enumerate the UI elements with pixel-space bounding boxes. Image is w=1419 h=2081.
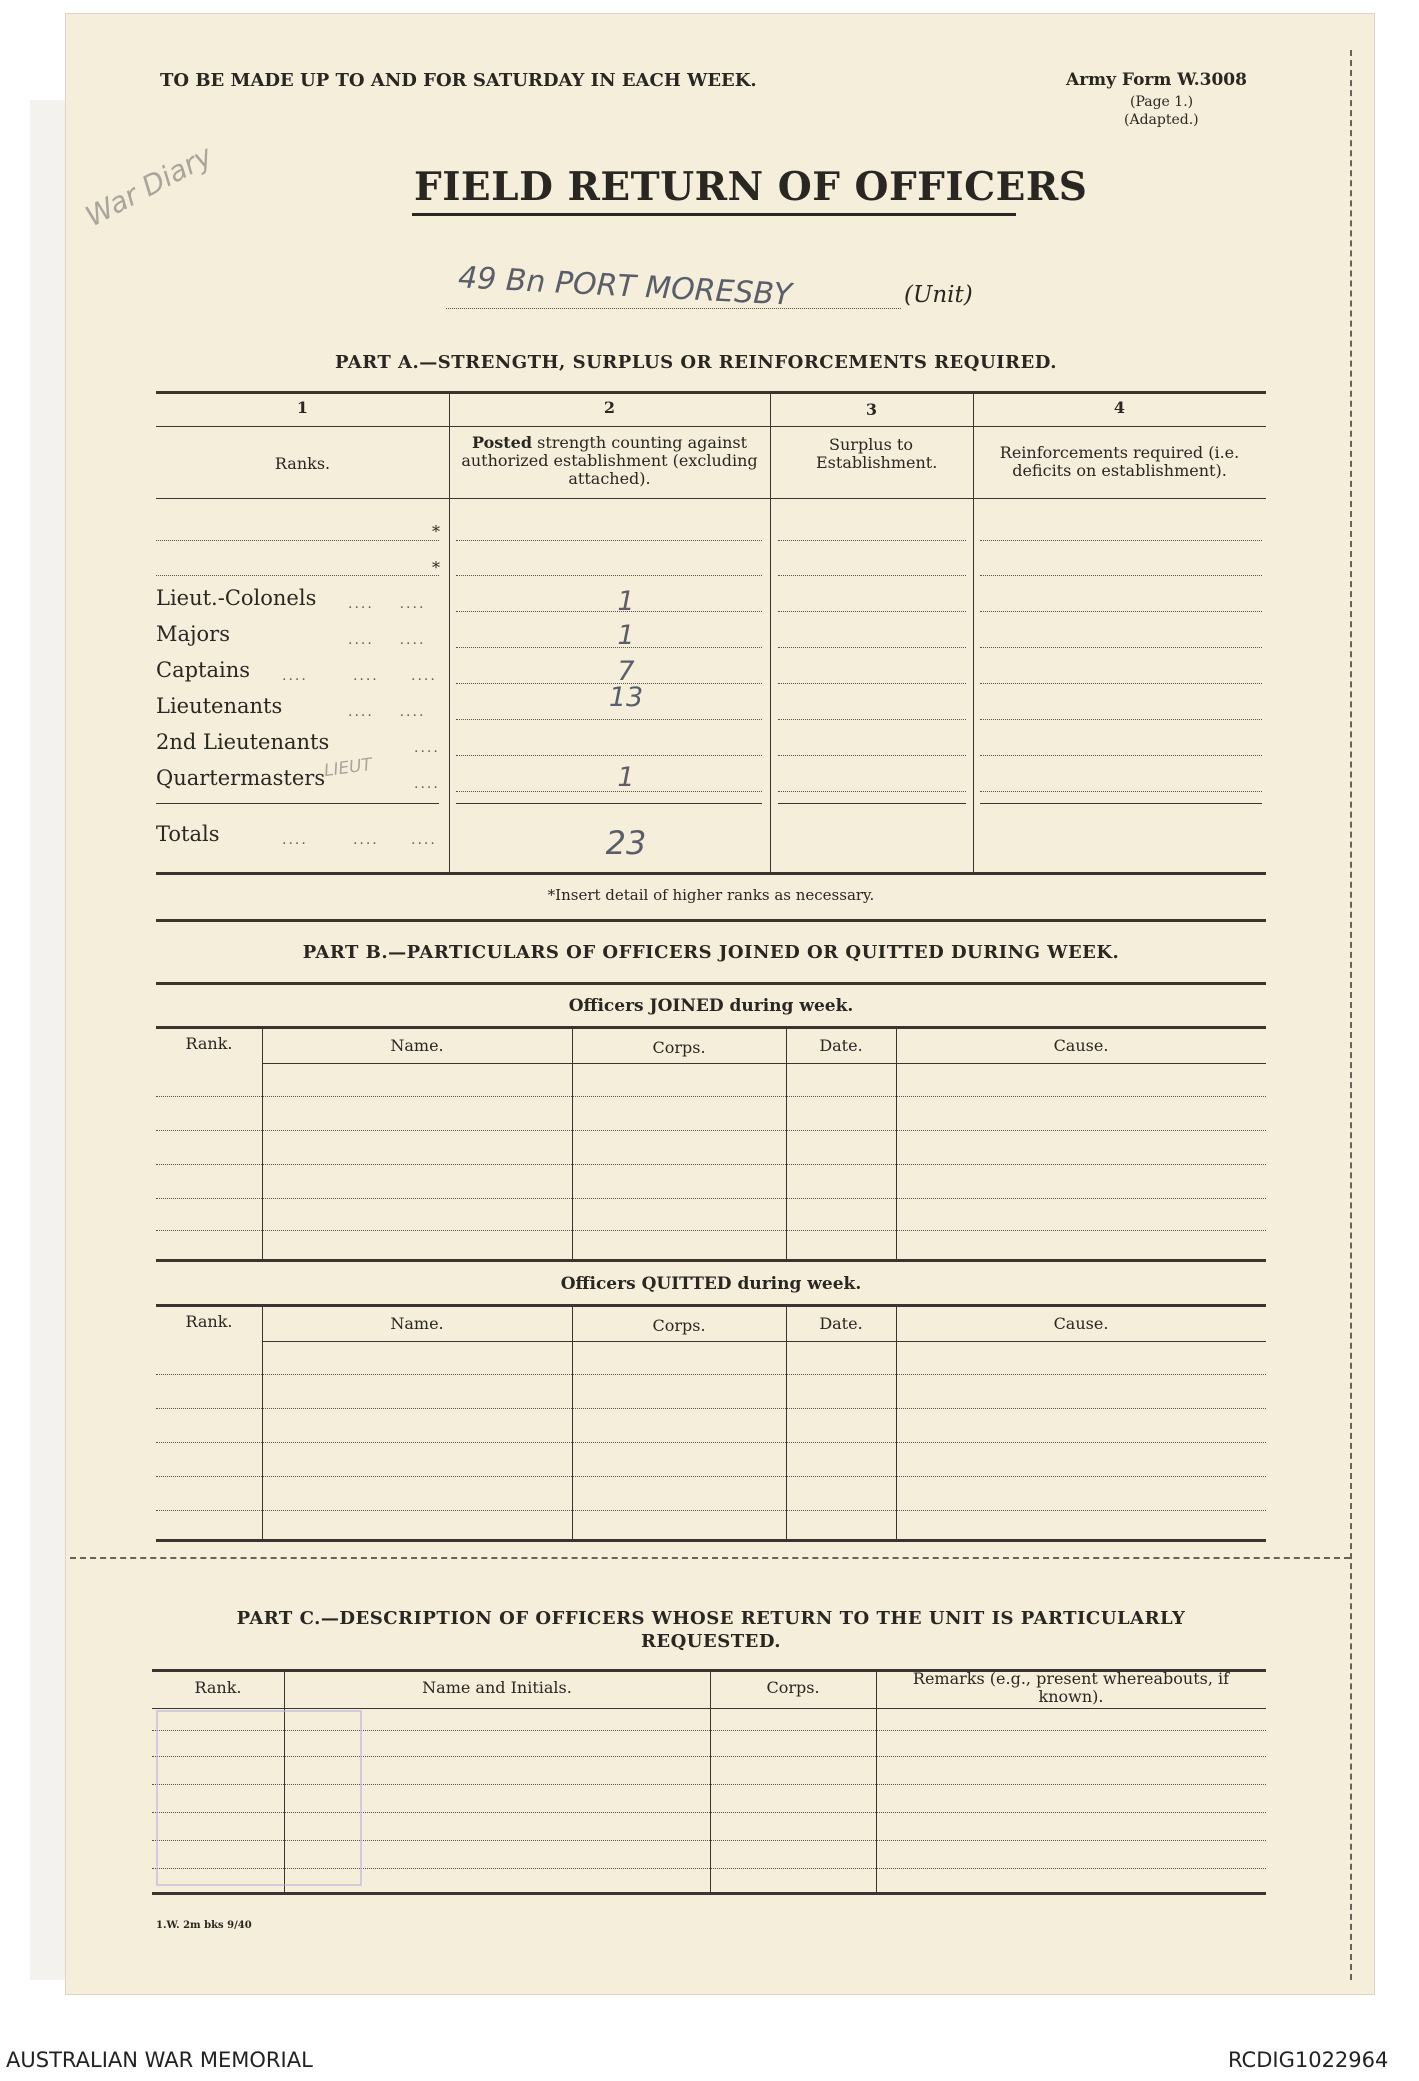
- margin-note: War Diary: [80, 139, 218, 234]
- col-posted-header: [459, 434, 760, 488]
- adapted-label: (Adapted.): [1124, 112, 1199, 128]
- joined-div: [572, 1027, 573, 1259]
- rank-dots: .... ....: [348, 596, 426, 612]
- joined-col-rank: Rank.: [185, 1034, 233, 1053]
- part-c-heading-line1: PART C.—DESCRIPTION OF OFFICERS WHOSE RETURN TO THE UNIT IS PARTICULARLY: [236, 1608, 1186, 1629]
- qm-note: LIEUT: [322, 754, 374, 782]
- rank-dots: .... .... ....: [282, 668, 437, 684]
- quitted-col-name: Name.: [390, 1314, 444, 1333]
- totals-value: 23: [605, 824, 647, 862]
- col-surplus-header: Surplus to Establishment.: [816, 435, 938, 472]
- quitted-div: [896, 1305, 897, 1539]
- part-a-bottom-rule: [156, 872, 1266, 875]
- reinf-sum-rule: [980, 803, 1262, 804]
- col-number-2: 2: [603, 398, 616, 417]
- totals-dots: .... .... ....: [282, 832, 437, 848]
- joined-div: [786, 1027, 787, 1259]
- quitted-div: [572, 1305, 573, 1539]
- rank-lieutenants: Lieutenants: [156, 694, 283, 718]
- rank-dots: ....: [414, 776, 440, 792]
- part-c-div: [710, 1670, 711, 1892]
- quitted-div: [262, 1305, 263, 1539]
- rank-majors: Majors: [156, 622, 230, 646]
- star-row-2-line: [156, 575, 439, 576]
- rank-2nd-lieutenants: 2nd Lieutenants: [156, 730, 330, 754]
- star-row-1-line: [156, 540, 439, 541]
- footer-id: RCDIG1022964: [1228, 2048, 1389, 2072]
- part-c-col-remarks: Remarks (e.g., present whereabouts, if known).: [912, 1669, 1230, 1706]
- quitted-title: Officers QUITTED during week.: [560, 1274, 862, 1294]
- posted-quartermasters: 1: [617, 762, 635, 793]
- form-sheet: [66, 14, 1374, 1994]
- quitted-col-corps: Corps.: [652, 1316, 706, 1335]
- col-divider-2: [770, 392, 771, 874]
- rank-dots: .... ....: [348, 632, 426, 648]
- col-number-1: 1: [296, 398, 309, 417]
- posted-sum-rule: [456, 803, 762, 804]
- posted-lieutenants: 13: [608, 682, 644, 713]
- form-number: Army Form W.3008: [1066, 70, 1247, 90]
- perforation-vertical: [1350, 50, 1352, 1980]
- posted-majors: 1: [617, 620, 635, 651]
- star-row-2-mark: *: [432, 558, 440, 577]
- quitted-div: [786, 1305, 787, 1539]
- col-ranks-header: Ranks.: [274, 454, 331, 473]
- part-b-heading: PART B.—PARTICULARS OF OFFICERS JOINED OR QUITTED DURING WEEK.: [302, 942, 1120, 963]
- instruction-text: TO BE MADE UP TO AND FOR SATURDAY IN EACH WEEK.: [160, 70, 757, 91]
- part-b-top-rule: [156, 982, 1266, 985]
- part-c-bottom-rule: [152, 1892, 1266, 1895]
- joined-div: [896, 1027, 897, 1259]
- joined-col-name: Name.: [390, 1036, 444, 1055]
- title-underline: [412, 213, 1016, 216]
- joined-col-cause: Cause.: [1053, 1036, 1109, 1055]
- rank-quartermasters: Quartermasters: [156, 766, 326, 790]
- quitted-col-cause: Cause.: [1053, 1314, 1109, 1333]
- col-number-rule: [156, 426, 1266, 427]
- quitted-top-rule: [156, 1304, 1266, 1307]
- col-number-4: 4: [1113, 398, 1126, 417]
- quitted-col-date: Date.: [819, 1314, 863, 1333]
- totals-label: Totals: [156, 822, 220, 846]
- quitted-header-rule: [262, 1341, 1266, 1342]
- part-c-col-name: Name and Initials.: [422, 1678, 572, 1697]
- rank-dots: .... ....: [348, 704, 426, 720]
- part-a-top-rule: [156, 391, 1266, 394]
- posted-lieut-colonels: 1: [617, 586, 635, 617]
- star-row-1-mark: *: [432, 522, 440, 541]
- posted-rest: strength counting against authorized establishment (excluding attached).: [461, 433, 758, 488]
- part-c-header-rule: [152, 1708, 1266, 1709]
- unit-value: 49 Bn PORT MORESBY: [457, 260, 793, 313]
- joined-header-rule: [262, 1063, 1266, 1064]
- footer-source: AUSTRALIAN WAR MEMORIAL: [6, 2048, 313, 2072]
- joined-title: Officers JOINED during week.: [568, 996, 854, 1016]
- page-number: (Page 1.): [1130, 94, 1194, 110]
- joined-top-rule: [156, 1026, 1266, 1029]
- ranks-sum-rule: [156, 803, 439, 804]
- part-a-footnote: *Insert detail of higher ranks as necessary.: [547, 886, 875, 904]
- part-c-div: [876, 1670, 877, 1892]
- joined-div: [262, 1027, 263, 1259]
- joined-bottom-rule: [156, 1259, 1266, 1262]
- part-c-col-rank: Rank.: [194, 1678, 242, 1697]
- header-bottom-rule: [156, 498, 1266, 499]
- part-c-heading-line2: REQUESTED.: [640, 1631, 782, 1652]
- unit-line: [446, 308, 901, 309]
- col-divider-3: [973, 392, 974, 874]
- joined-col-corps: Corps.: [652, 1038, 706, 1057]
- posted-captains: 7: [617, 656, 635, 687]
- unit-label: (Unit): [904, 282, 973, 308]
- joined-col-date: Date.: [819, 1036, 863, 1055]
- part-c-col-corps: Corps.: [766, 1678, 820, 1697]
- quitted-col-rank: Rank.: [185, 1312, 233, 1331]
- quitted-bottom-rule: [156, 1539, 1266, 1542]
- faint-stamp-mark: [156, 1710, 362, 1886]
- rank-lieut-colonels: Lieut.-Colonels: [156, 586, 317, 610]
- part-a-end-rule: [156, 919, 1266, 922]
- perforation-horizontal: [70, 1557, 1350, 1559]
- rank-dots: ....: [414, 740, 440, 756]
- left-edge-tab: [30, 100, 70, 1980]
- posted-bold: Posted: [471, 433, 533, 452]
- col-reinforcements-header: Reinforcements required (i.e. deficits on establishment).: [999, 443, 1240, 480]
- col-number-3: 3: [865, 400, 878, 419]
- part-a-heading: PART A.—STRENGTH, SURPLUS OR REINFORCEMENTS REQUIRED.: [335, 352, 1057, 373]
- rank-captains: Captains: [156, 658, 251, 682]
- col-divider-1: [449, 392, 450, 874]
- print-code: 1.W. 2m bks 9/40: [156, 1920, 252, 1931]
- surplus-sum-rule: [778, 803, 966, 804]
- page-title: FIELD RETURN OF OFFICERS: [414, 164, 1088, 210]
